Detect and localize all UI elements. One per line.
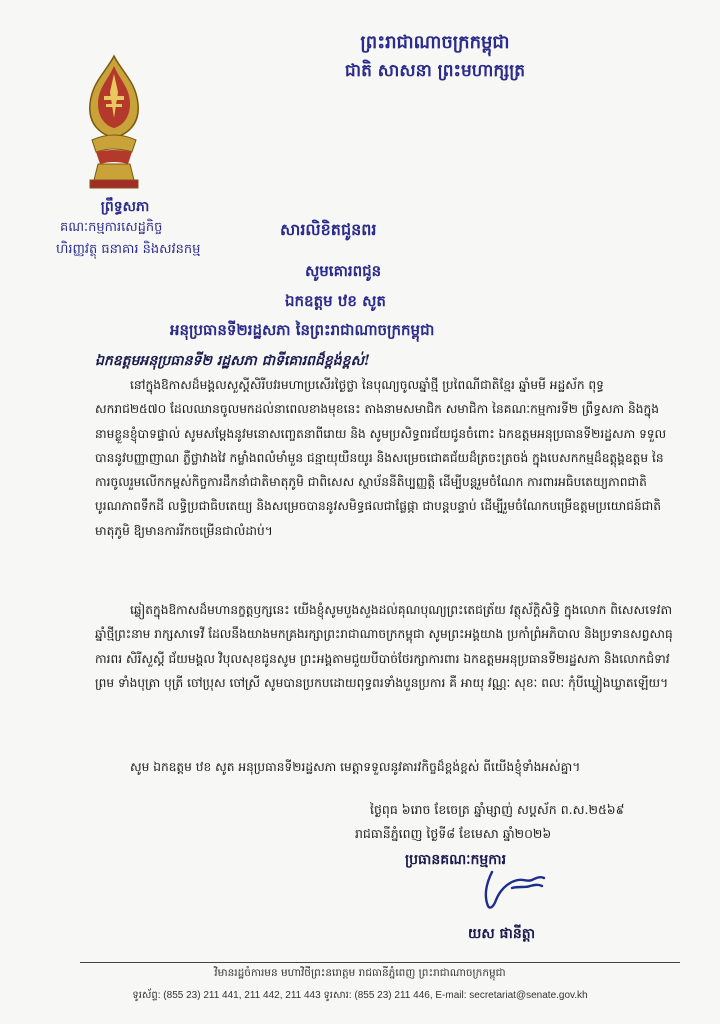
royal-emblem-icon [78,52,150,192]
commission-name-line1: គណៈកម្មការសេដ្ឋកិច្ច [60,220,163,235]
commission-name-line2: ហិរញ្ញវត្ថុ ធនាគារ និងសវនកម្ម [56,242,201,257]
footer-contact: ទូរស័ព្ទ: (855 23) 211 441, 211 442, 211 443 ទូរសារ: (855 23) 211 446, E-mail: secretariat@senate.gov.kh [132,990,588,1001]
solar-date: រាជធានីភ្នំពេញ ថ្ងៃទី៨ ខែមេសា ឆ្នាំ២០២៦ [355,826,552,841]
senate-title: ព្រឹទ្ធសភា [100,199,150,215]
body-paragraph-2: ឆ្លៀតក្នុងឱកាសដ៏មហានក្ខត្តឫក្សនេះ យើងខ្ញុំសូមបួងសួងដល់គុណបុណ្យព្រះតេជត្រ័យ វត្ថុស័ក្តិសិទ្ធិ ក្នុងលោក ពិសេសទេវតាឆ្នាំថ្មីព្រះនាម រាក្សសាទេវី ដែលនឹងយាងមកគ្រងរក្សាព្រះរាជាណាចក្រកម្ពុជា សូមព្រះអង្គយាង ប្រកាំព្រំអភិបាល និងប្រទានសព្វសាធុការពរ សិរីសួស្តី ជ័យមង្គល វិបុលសុខជូនសូម ព្រះអង្គតាមជួយបីបាច់ថែរក្សាការពារ ឯកឧត្តមអនុប្រធានទី២រដ្ឋសភា និងលោកជំទាវ ព្រម ទាំងបុត្រា បុត្រី ចៅប្រុស ចៅស្រី សូមបានប្រកបដោយពុទ្ធពរទាំងបួនប្រការ គឺ អាយុ វណ្ណៈ សុខៈ ពលៈ កុំបីឃ្លៀងឃ្លាតឡើយ។ [95,603,673,690]
body-paragraph-3: សូម ឯកឧត្តម ឋខ សូត អនុប្រធានទី២រដ្ឋសភា មេត្តាទទួលនូវគារវកិច្ចដ៏ខ្ពង់ខ្ពស់ ពីយើងខ្ញុំទាំងអស់គ្នា។ [130,760,581,774]
signer-title: ប្រធានគណៈកម្មការ [405,852,507,868]
kingdom-heading: ព្រះរាជាណាចក្រកម្ពុជា [360,32,510,53]
footer-address: វិមានរដ្ឋចំការមន មហាវិថីព្រះនរោត្តម រាជធានីភ្នំពេញ ព្រះរាជាណាចក្រកម្ពុជា [214,967,506,979]
body-paragraph-1: នៅក្នុងឱកាសដ៏មង្គលសួស្តីសិរីបវរមហាប្រសើរថ្ងៃថ្លា នៃបុណ្យចូលឆ្នាំថ្មី ប្រពៃណីជាតិខ្មែរ ឆ្នាំមមី អដ្ឋស័ក ពុទ្ធសករាជ២៥៧០ ដែលឈានចូលមកដល់នាពេលខាងមុខនេះ តាងនាមសមាជិក សមាជិកា នៃគណៈកម្មការទី២ ព្រឹទ្ធសភា និងក្នុងនាមខ្លួនខ្ញុំបាទផ្ទាល់ សូមសម្ដែងនូវមនោសញ្ចេតនាពីរោយ និង សូមប្រសិទ្ធពរជ័យជូនចំពោះ ឯកឧត្តមអនុប្រធានទី២រដ្ឋសភា ទទួលបាននូវបញ្ញាញាណ ភ្លឺថ្លាវាងវៃ កម្លាំងពលំមាំមួន ជន្មាយុយឺនយូរ និងសម្រេចជោគជ័យដ៏ត្រចះត្រចង់ ក្នុងបេសកកម្មដ៏ឧត្តុង្គឧត្តម នៃការចូលរួមលើកកម្ពស់កិច្ចការដឹកនាំជាតិមាតុភូមិ ជាពិសេស ស្ថាប័ននីតិប្បញ្ញត្តិ ដើម្បីបន្តរួមចំណែក ការពារអធិបតេយ្យភាពជាតិ បូរណភាពទឹកដី លទ្ធិប្រជាធិបតេយ្យ និងសម្រេចបាននូវសមិទ្ធផលជាផ្លែផ្កា ជាបន្តបន្ទាប់ ដើម្បីរួមចំណែកបម្រើឧត្តមប្រយោជន៍ជាតិ មាតុភូមិ ឱ្យមានការរីកចម្រើនជាលំដាប់។ [95,378,667,538]
recipient-name: ឯកឧត្តម ឋខ សូត [285,292,386,310]
footer-divider [80,962,680,963]
signer-name: យស ផានីត្តា [468,926,536,942]
handwritten-signature [478,866,548,914]
recipient-title: អនុប្រធានទី២រដ្ឋសភា នៃព្រះរាជាណាចក្រកម្ពុជា [170,321,435,339]
national-motto: ជាតិ សាសនា ព្រះមហាក្សត្រ [344,61,526,81]
lunar-date: ថ្ងៃពុធ ៦រោច ខែចេត្រ ឆ្នាំម្សាញ់ សប្តស័ក ព.ស.២៥៦៩ [370,802,625,817]
letter-type-heading: សារលិខិតជូនពរ [280,220,377,239]
respectfully-heading: សូមគោរពជូន [305,262,382,280]
salutation: ឯកឧត្តមអនុប្រធានទី២ រដ្ឋសភា ជាទីគោរពដ៏ខ្ពង់ខ្ពស់! [95,353,371,369]
